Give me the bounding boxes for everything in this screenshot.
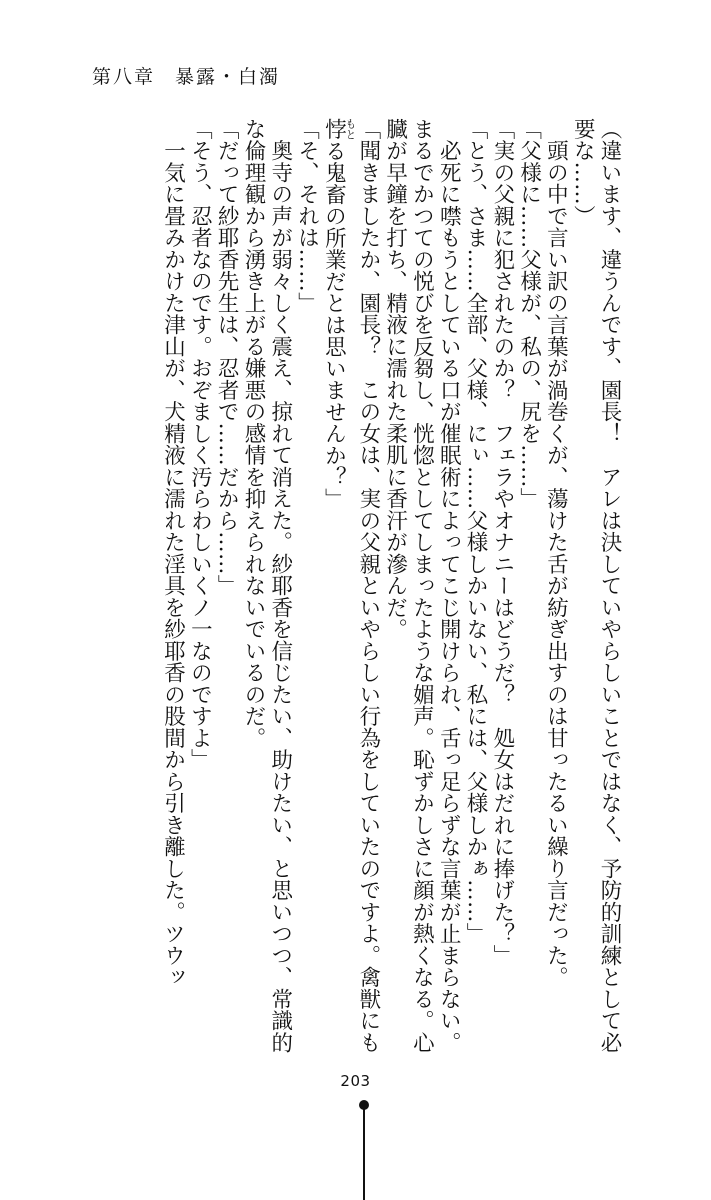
running-head: [92, 62, 280, 89]
paragraph: 奥寺の声が弱々しく震え、掠れて消えた。紗耶香を信じたい、助けたい、と思いつつ、常識的な倫理観から湧き上がる嫌悪の感情を抑えられないでいるのだ。: [240, 118, 293, 1054]
paragraph: 一気に畳みかけた津山が、犬精液に濡れた淫具を紗耶香の股間から引き離した。ツウッ: [160, 118, 186, 988]
paragraph: 「実の父親に犯されたのか？ フェラやオナニーはどうだ？ 処女はだれに捧げた？」: [489, 118, 515, 967]
paragraph-part: 「聞きましたか、園長？ この女は、実の父親といやらしい行為をしていたのですよ。禽獣にも: [355, 118, 381, 1054]
paragraph: 「父様に……父様が、私の、尻を……」: [516, 118, 542, 510]
ruby-base: 悖: [321, 118, 347, 140]
paragraph: 「とう、さま……全部、父様、にぃ……父様しかいない、私には、父様しかぁ……」: [463, 118, 489, 945]
paragraph: 「そ、それは……」: [294, 118, 320, 314]
paragraph: 頭の中で言い訳の言葉が渦巻くが、蕩けた舌が紡ぎ出すのは甘ったるい繰り言だった。: [543, 118, 569, 988]
paragraph: 必死に噤もうとしている口が催眠術によってこじ開けられ、舌っ足らずな言葉が止まらない。まるでかつての悦びを反芻し、恍惚としてしまったような媚声。恥ずかしさに顔が熱くなる。心臓が早鐘を打ち、精液に濡れた柔肌に香汗が滲んだ。: [382, 118, 462, 1054]
chapter-number: 第八章: [92, 66, 156, 88]
folio-line: [363, 1108, 365, 1200]
page-number: 203: [340, 1072, 371, 1090]
vertical-body-text: [86, 118, 622, 1058]
ruby-annotation: [321, 118, 358, 140]
paragraph: 「だって紗耶香先生は、忍者で……だから……」: [214, 118, 240, 597]
paragraph-with-ruby: [320, 118, 381, 1058]
paragraph: 「そう、忍者なのです。おぞましく汚らわしいくノ一なのですよ」: [187, 118, 213, 771]
paragraph: （違います、違うんです、園長！ アレは決していやらしいことではなく、予防的訓練として必要な……）: [570, 118, 622, 1054]
section-title: 暴露・白濁: [175, 66, 281, 88]
ruby-reading: もと: [344, 118, 358, 140]
paragraph-part: る鬼畜の所業だとは思いませんか？」: [321, 139, 347, 510]
folio-ornament: [359, 1100, 369, 1200]
